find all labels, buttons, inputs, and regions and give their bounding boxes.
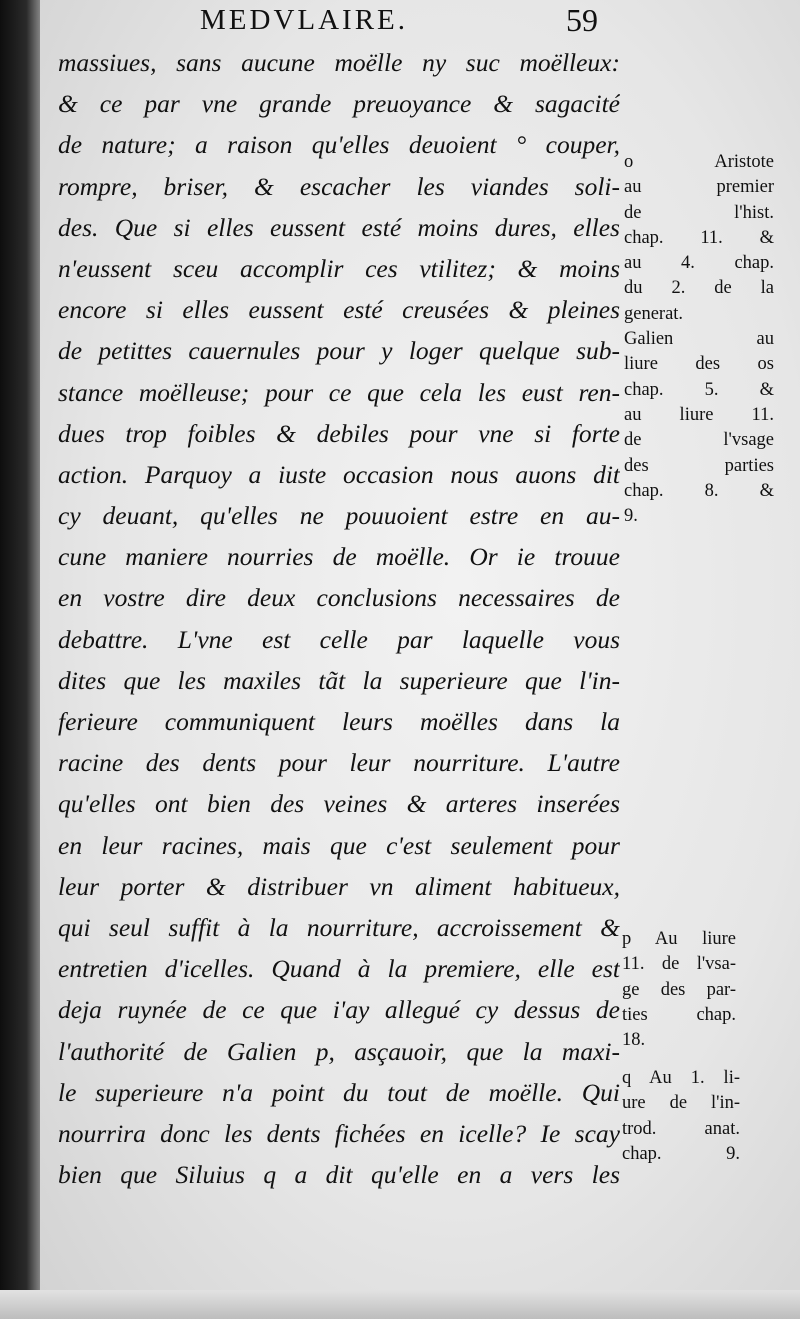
margin-note-line: du 2. de la — [624, 278, 774, 299]
text-line: rompre, briser, & escacher les viandes soli- — [58, 171, 620, 201]
text-line: & ce par vne grande preuoyance & sagacité — [58, 89, 620, 119]
text-line: qu'elles ont bien des veines & arteres inserées — [58, 789, 620, 819]
margin-note-line: au premier — [624, 177, 774, 198]
text-line: qui seul suffit à la nourriture, accroissement & — [58, 912, 620, 942]
text-line: de nature; a raison qu'elles deuoient ° couper, — [58, 130, 620, 160]
margin-note-line: liure des os — [624, 354, 774, 375]
text-line: leur porter & distribuer vn aliment habitueux, — [58, 871, 620, 901]
margin-note-line: p Au liure — [622, 929, 736, 949]
margin-note-line: chap. 11. & — [624, 227, 774, 248]
text-line: en vostre dire deux conclusions necessaires de — [58, 583, 620, 613]
margin-note-line: ge des par- — [622, 979, 736, 1000]
text-line: nourrira donc les dents fichées en icelle? Ie scay — [58, 1118, 620, 1148]
text-line: le superieure n'a point du tout de moëlle. Qui — [58, 1077, 620, 1107]
margin-note-line: des parties — [624, 455, 774, 476]
margin-note-line: o Aristote — [624, 152, 774, 172]
text-line: l'authorité de Galien p, asçauoir, que la maxi- — [58, 1036, 620, 1066]
margin-note-line: 11. de l'vsa- — [622, 954, 736, 975]
text-line: action. Parquoy a iuste occasion nous auons dit — [58, 459, 620, 489]
main-text-block — [58, 42, 620, 1195]
margin-note-line: 18. — [622, 1030, 646, 1051]
running-head: MEDVLAIRE. — [200, 4, 409, 36]
margin-note-line: de l'vsage — [624, 430, 774, 451]
margin-note-line: au liure 11. — [624, 404, 774, 425]
margin-note-line: q Au 1. li- — [622, 1068, 740, 1088]
margin-note-line: generat. — [624, 303, 684, 324]
text-line: dites que les maxiles tãt la superieure que l'in- — [58, 665, 620, 695]
margin-note-p — [622, 927, 736, 1053]
margin-note-line: de l'hist. — [624, 202, 774, 223]
text-line: debattre. L'vne est celle par laquelle vous — [58, 624, 620, 654]
page-number: 59 — [566, 2, 598, 38]
text-line: stance moëlleuse; pour ce que cela les eust ren- — [58, 377, 620, 407]
text-line: deja ruynée de ce que i'ay allegué cy dessus de — [58, 995, 620, 1025]
text-line: dues trop foibles & debiles pour vne si forte — [58, 418, 620, 448]
margin-note-line: Galien au — [624, 329, 774, 350]
margin-note-q — [622, 1066, 740, 1167]
text-line: de petittes cauernules pour y loger quelque sub- — [58, 336, 620, 366]
text-line: en leur racines, mais que c'est seulement pour — [58, 830, 620, 860]
text-line: massiues, sans aucune moëlle ny suc moëlleux: — [58, 48, 620, 77]
margin-note-o — [624, 150, 774, 529]
text-line: racine des dents pour leur nourriture. L'autre — [58, 748, 620, 778]
text-line: cy deuant, qu'elles ne pouuoient estre en au- — [58, 501, 620, 531]
text-line: encore si elles eussent esté creusées & pleines — [58, 295, 620, 325]
text-line: ferieure communiquent leurs moëlles dans la — [58, 707, 620, 736]
margin-note-line: ure de l'in- — [622, 1093, 740, 1114]
margin-note-line: ties chap. — [622, 1004, 736, 1025]
margin-note-line: chap. 5. & — [624, 379, 774, 400]
text-line: bien que Siluius q a dit qu'elle en a vers les — [58, 1160, 620, 1190]
margin-note-line: au 4. chap. — [624, 253, 774, 274]
page-bottom-edge — [0, 1290, 800, 1319]
text-line: n'eussent sceu accomplir ces vtilitez; & moins — [58, 253, 620, 283]
text-line: des. Que si elles eussent esté moins dures, elles — [58, 212, 620, 242]
text-line: entretien d'icelles. Quand à la premiere, elle est — [58, 954, 620, 984]
text-line: cune maniere nourries de moëlle. Or ie trouue — [58, 542, 620, 572]
margin-note-line: 9. — [624, 506, 638, 527]
margin-note-line: chap. 8. & — [624, 480, 774, 501]
margin-note-line: trod. anat. — [622, 1118, 740, 1139]
margin-note-line: chap. 9. — [622, 1143, 740, 1164]
